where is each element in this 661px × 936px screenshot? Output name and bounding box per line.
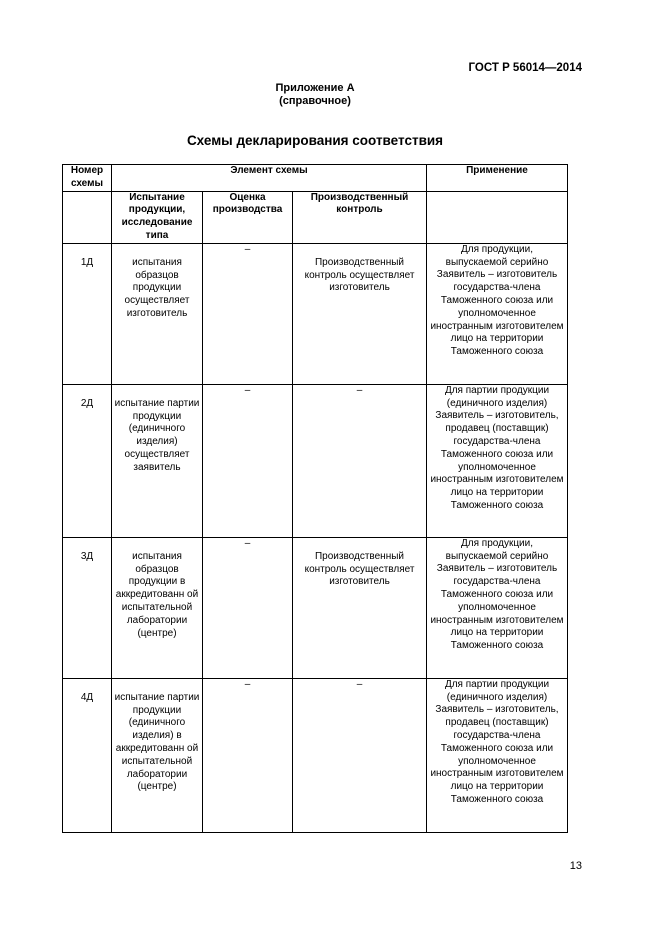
table-subheader-row — [63, 191, 568, 243]
testing-cell: испытания образцов продукции осуществляет изготовитель — [112, 243, 203, 384]
application-cell: Для партии продукции (единичного изделия) Заявитель – изготовитель, продавец (поставщик) государства-члена Таможенного союза или уполномоченное иностранным изготовителем лицо на территории Таможенного союза — [427, 384, 568, 537]
annex-type: (справочное) — [279, 95, 351, 107]
scheme-number: 1Д — [63, 243, 112, 384]
table-header-row — [63, 165, 568, 192]
table-row — [63, 537, 568, 678]
table-row — [63, 243, 568, 384]
application-cell: Для партии продукции (единичного изделия) Заявитель – изготовитель, продавец (поставщик) государства-члена Таможенного союза или уполномоченное иностранным изготовителем лицо на территории Таможенного союза — [427, 678, 568, 832]
subheader-empty — [63, 191, 112, 243]
control-cell: Производственный контроль осуществляет изготовитель — [293, 243, 427, 384]
subheader-testing: Испытание продукции, исследование типа — [112, 191, 203, 243]
header-scheme-number: Номер схемы — [63, 165, 112, 192]
annex-title: Приложение А — [275, 82, 355, 94]
testing-cell: испытания образцов продукции в аккредитованн ой испытательной лаборатории (центре) — [112, 537, 203, 678]
subheader-empty — [427, 191, 568, 243]
schemes-table — [62, 164, 568, 833]
header-scheme-element: Элемент схемы — [112, 165, 427, 192]
table-row — [63, 678, 568, 832]
scheme-number: 2Д — [63, 384, 112, 537]
assessment-cell: – — [203, 678, 293, 832]
table-row — [63, 384, 568, 537]
scheme-number: 3Д — [63, 537, 112, 678]
application-cell: Для продукции, выпускаемой серийно Заявитель – изготовитель государства-члена Таможенного союза или уполномоченное иностранным изготовителем лицо на территории Таможенного союза — [427, 537, 568, 678]
document-code: ГОСТ Р 56014—2014 — [468, 62, 582, 74]
assessment-cell: – — [203, 384, 293, 537]
scheme-number: 4Д — [63, 678, 112, 832]
assessment-cell: – — [203, 537, 293, 678]
header-application: Применение — [427, 165, 568, 192]
control-cell: Производственный контроль осуществляет изготовитель — [293, 537, 427, 678]
control-cell: – — [293, 678, 427, 832]
subheader-control: Производственный контроль — [293, 191, 427, 243]
assessment-cell: – — [203, 243, 293, 384]
testing-cell: испытание партии продукции (единичного изделия) осуществляет заявитель — [112, 384, 203, 537]
page-number: 13 — [569, 860, 582, 872]
testing-cell: испытание партии продукции (единичного изделия) в аккредитованн ой испытательной лаборатории (центре) — [112, 678, 203, 832]
control-cell: – — [293, 384, 427, 537]
application-cell: Для продукции, выпускаемой серийно Заявитель – изготовитель государства-члена Таможенного союза или уполномоченное иностранным изготовителем лицо на территории Таможенного союза — [427, 243, 568, 384]
page-title: Схемы декларирования соответствия — [186, 133, 444, 148]
subheader-assessment: Оценка производства — [203, 191, 293, 243]
